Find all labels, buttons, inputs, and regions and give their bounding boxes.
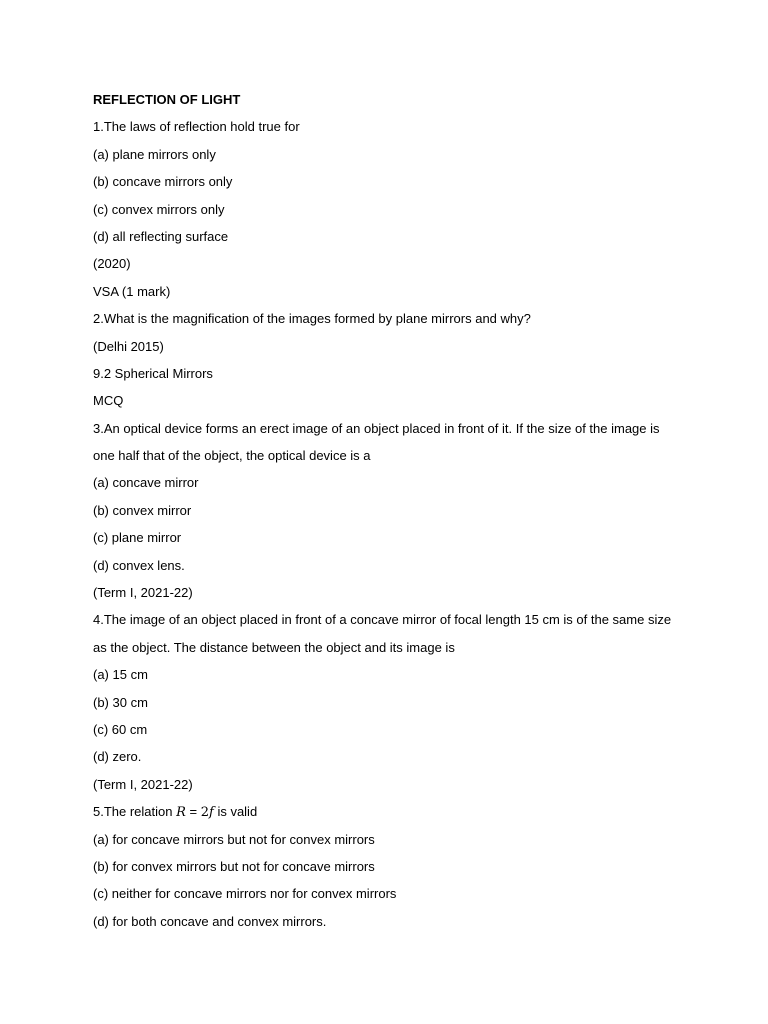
q4-option-a: (a) 15 cm <box>93 667 148 683</box>
q5-suffix: is valid <box>213 804 258 820</box>
document-title: REFLECTION OF LIGHT <box>93 92 241 107</box>
q1-option-b: (b) concave mirrors only <box>93 174 233 190</box>
section-heading-spherical-mirrors: 9.2 Spherical Mirrors <box>93 365 213 381</box>
q1-option-c: (c) convex mirrors only <box>93 201 225 217</box>
question-2-text: 2.What is the magnification of the images formed by plane mirrors and why? <box>93 311 531 327</box>
q5-option-c: (c) neither for concave mirrors nor for convex mirrors <box>93 886 397 902</box>
q5-option-a: (a) for concave mirrors but not for convex mirrors <box>93 831 375 847</box>
q1-source: (2020) <box>93 256 131 272</box>
question-4-text-line-2: as the object. The distance between the object and its image is <box>93 639 455 655</box>
question-3-text-line-1: 3.An optical device forms an erect image of an object placed in front of it. If the size of the image is <box>93 420 660 436</box>
document-page <box>93 86 693 935</box>
q5-variable-r: R <box>176 805 186 821</box>
q4-option-b: (b) 30 cm <box>93 694 148 710</box>
q3-option-a: (a) concave mirror <box>93 475 199 491</box>
q4-option-d: (d) zero. <box>93 749 142 765</box>
section-label-vsa: VSA (1 mark) <box>93 283 171 299</box>
q5-prefix: 5.The relation <box>93 804 177 820</box>
q5-option-d: (d) for both concave and convex mirrors. <box>93 913 327 929</box>
q5-number: 2 <box>200 805 210 821</box>
section-label-mcq: MCQ <box>93 393 124 409</box>
question-1-text: 1.The laws of reflection hold true for <box>93 119 300 135</box>
q5-variable-f: f <box>209 805 214 821</box>
q1-option-d: (d) all reflecting surface <box>93 228 229 244</box>
question-5-text <box>93 798 693 825</box>
q1-option-a: (a) plane mirrors only <box>93 146 216 162</box>
q3-option-d: (d) convex lens. <box>93 557 185 573</box>
q2-source: (Delhi 2015) <box>93 338 164 354</box>
q4-option-c: (c) 60 cm <box>93 721 148 737</box>
question-3-text-line-2: one half that of the object, the optical device is a <box>93 448 371 464</box>
q5-option-b: (b) for convex mirrors but not for concave mirrors <box>93 858 375 874</box>
q4-source: (Term I, 2021-22) <box>93 776 193 792</box>
q5-equals: = <box>185 804 201 820</box>
q3-source: (Term I, 2021-22) <box>93 585 193 601</box>
question-4-text-line-1: 4.The image of an object placed in front of a concave mirror of focal length 15 cm is of the same size <box>93 612 672 628</box>
q3-option-b: (b) convex mirror <box>93 502 192 518</box>
q3-option-c: (c) plane mirror <box>93 530 182 546</box>
